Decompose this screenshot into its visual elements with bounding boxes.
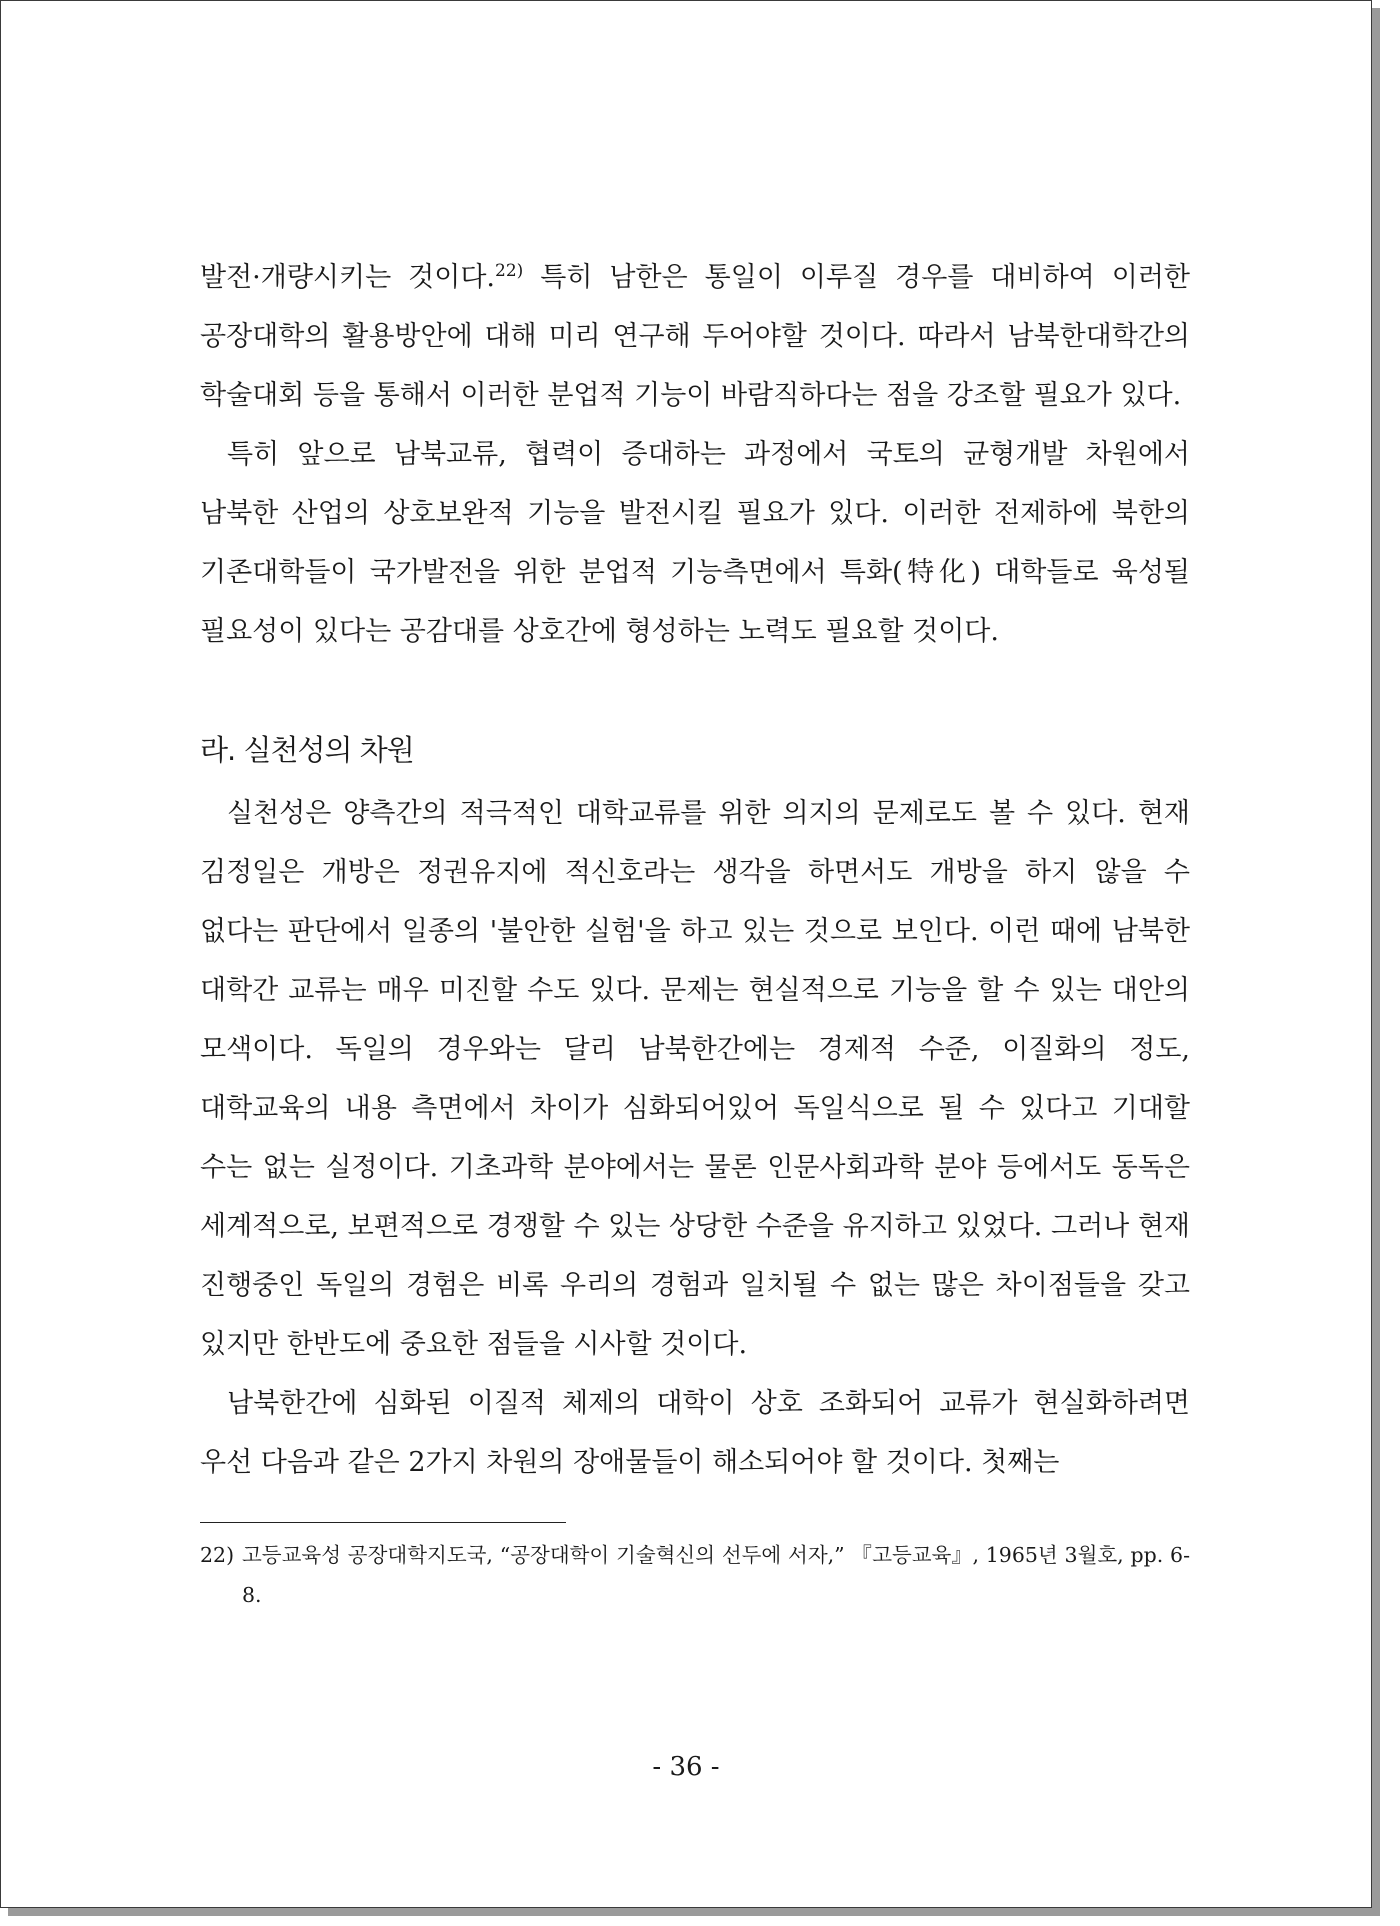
- paragraph-1-text-b: 특히 남한은 통일이 이루질 경우를 대비하여 이러한 공장대학의 활용방안에 대해 미리 연구해 두어야할 것이다. 따라서 남북한대학간의 학술대회 등을 통해서 이러한 분업적 기능이 바람직하다는 점을 강조할 필요가 있다.: [200, 262, 1190, 411]
- page-shadow-right: [1372, 8, 1380, 1916]
- footnote-number: 22): [200, 1543, 235, 1567]
- paragraph-1-text-a: 발전·개량시키는 것이다.: [200, 262, 495, 293]
- page-number: - 36 -: [652, 1752, 720, 1782]
- page-shadow-bottom: [8, 1908, 1380, 1916]
- footnote-divider: [200, 1522, 566, 1523]
- paragraph-2: 특히 앞으로 남북교류, 협력이 증대하는 과정에서 국토의 균형개발 차원에서 남북한 산업의 상호보완적 기능을 발전시킬 필요가 있다. 이러한 전제하에 북한의 기존대학들이 국가발전을 위한 분업적 기능측면에서 특화(特化) 대학들로 육성될 필요성이 있다는 공감대를 상호간에 형성하는 노력도 필요할 것이다.: [200, 439, 1190, 647]
- footnote-text: 고등교육성 공장대학지도국, “공장대학이 기술혁신의 선두에 서자,” 『고등교육』, 1965년 3월호, pp. 6-8.: [242, 1543, 1190, 1607]
- footnote-reference: 22): [495, 261, 524, 281]
- paragraph-1: [200, 248, 1190, 425]
- paragraph-3: 실천성은 양측간의 적극적인 대학교류를 위한 의지의 문제로도 볼 수 있다. 현재 김정일은 개방은 정권유지에 적신호라는 생각을 하면서도 개방을 하지 않을 수 없다는 판단에서 일종의 '불안한 실험'을 하고 있는 것으로 보인다. 이런 때에 남북한 대학간 교류는 매우 미진할 수도 있다. 문제는 현실적으로 기능을 할 수 있는 대안의 모색이다. 독일의 경우와는 달리 남북한간에는 경제적 수준, 이질화의 정도, 대학교육의 내용 측면에서 차이가 심화되어있어 독일식으로 될 수 있다고 기대할 수는 없는 실정이다. 기초과학 분야에서는 물론 인문사회과학 분야 등에서도 동독은 세계적으로, 보편적으로 경쟁할 수 있는 상당한 수준을 유지하고 있었다. 그러나 현재 진행중인 독일의 경험은 비록 우리의 경험과 일치될 수 없는 많은 차이점들을 갖고 있지만 한반도에 중요한 점들을 시사할 것이다.: [200, 798, 1190, 1360]
- page-content: [200, 248, 1190, 1615]
- paragraph-4: 남북한간에 심화된 이질적 체제의 대학이 상호 조화되어 교류가 현실화하려면 우선 다음과 같은 2가지 차원의 장애물들이 해소되어야 할 것이다. 첫째는: [200, 1388, 1190, 1478]
- section-heading: 라. 실천성의 차원: [200, 733, 414, 767]
- footnote: [200, 1535, 1190, 1615]
